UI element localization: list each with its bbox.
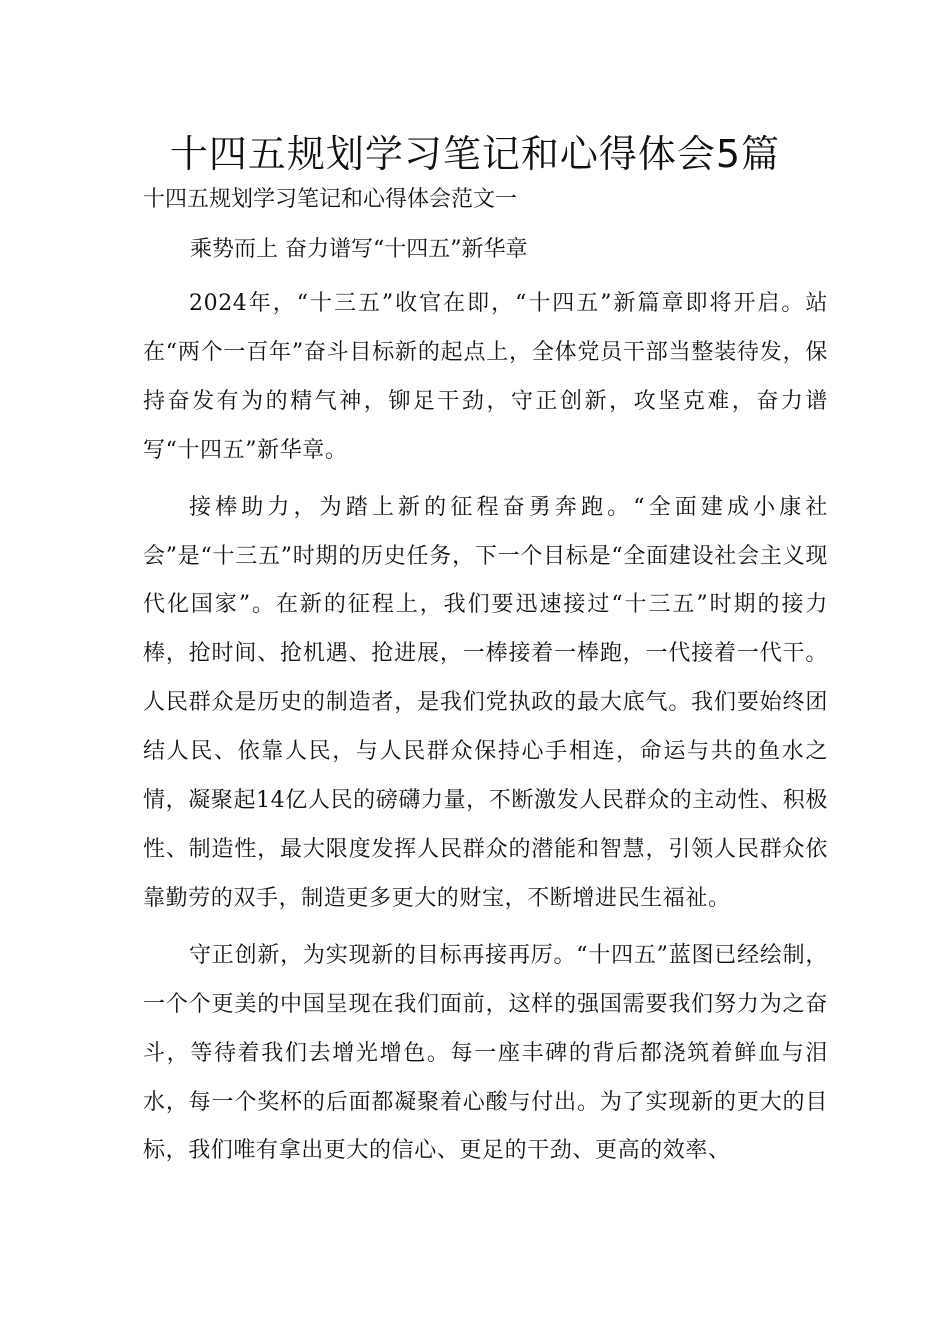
paragraph-gap	[143, 924, 828, 932]
paragraph: 守正创新，为实现新的目标再接再厉。“十四五”蓝图已经绘制，一个个更美的中国呈现在我们面前，这样的强国需要我们努力为之奋斗，等待着我们去增光增色。每一座丰碑的背后都浇筑着鲜血与泪水，每一个奖杯的后面都凝聚着心酸与付出。为了实现新的更大的目标，我们唯有拿出更大的信心、更足的干劲、更高的效率、	[143, 942, 828, 1164]
document-subtitle: 十四五规划学习笔记和心得体会范文一	[143, 187, 518, 212]
section-heading: 乘势而上 奋力谱写“十四五”新华章	[190, 237, 528, 262]
paragraph-gap	[143, 476, 828, 484]
document-body	[143, 280, 828, 1176]
paragraph: 接棒助力，为踏上新的征程奋勇奔跑。“全面建成小康社会”是“十三五”时期的历史任务，下一个目标是“全面建设社会主义现代化国家”。在新的征程上，我们要迅速接过“十三五”时期的接力棒，抢时间、抢机遇、抢进展，一棒接着一棒跑，一代接着一代干。人民群众是历史的制造者，是我们党执政的最大底气。我们要始终团结人民、依靠人民，与人民群众保持心手相连，命运与共的鱼水之情，凝聚起14亿人民的磅礴力量，不断激发人民群众的主动性、积极性、制造性，最大限度发挥人民群众的潜能和智慧，引领人民群众依靠勤劳的双手，制造更多更大的财宝，不断增进民生福祉。	[143, 494, 828, 911]
document-title: 十四五规划学习笔记和心得体会5篇	[169, 132, 781, 176]
paragraph: 2024年，“十三五”收官在即，“十四五”新篇章即将开启。站在“两个一百年”奋斗目标新的起点上，全体党员干部当整装待发，保持奋发有为的精气神，铆足干劲，守正创新，攻坚克难，奋力谱写“十四五”新华章。	[143, 291, 828, 463]
